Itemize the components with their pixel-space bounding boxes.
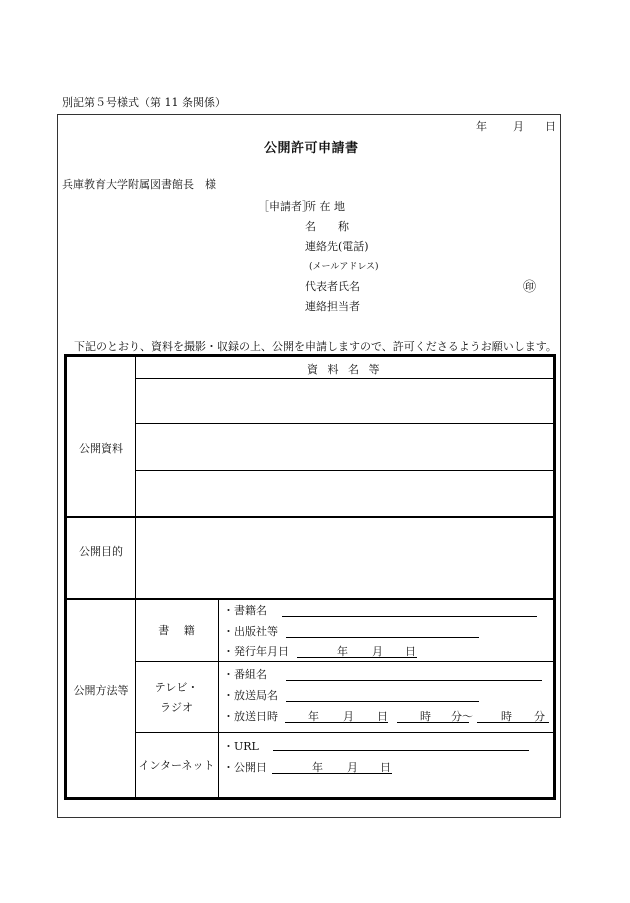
broadcast-date-underline[interactable]	[285, 722, 388, 723]
station-name-field: ・放送局名	[223, 689, 278, 702]
materials-row-line	[135, 470, 553, 471]
tv-radio-label-line1: テレビ・	[154, 681, 199, 694]
addressee: 兵庫教育大学附属図書館長 様	[62, 178, 216, 191]
method-top-line	[67, 598, 553, 600]
materials-header: 資 料 名 等	[307, 363, 383, 376]
books-bottom-line	[135, 661, 553, 662]
station-name-underline[interactable]	[286, 701, 479, 702]
email-label: (メールアドレス)	[309, 262, 379, 272]
form-reference: 別記第５号様式（第 11 条関係）	[62, 96, 226, 109]
tv-bottom-line	[135, 732, 553, 733]
publication-date-field: ・発行年月日	[223, 645, 289, 658]
bc-minute-to: 分～	[451, 710, 473, 723]
bc-month: 月	[343, 710, 354, 723]
bc-hour: 時	[420, 710, 431, 723]
purpose-label: 公開目的	[79, 545, 123, 558]
pubdate-month: 月	[347, 761, 358, 774]
seal-icon: ㊞	[523, 280, 537, 295]
publisher-field: ・出版社等	[223, 625, 278, 638]
pub-day: 日	[405, 645, 416, 658]
pubdate-year: 年	[312, 761, 323, 774]
book-title-underline[interactable]	[282, 616, 537, 617]
bc-minute2: 分	[534, 710, 545, 723]
bc-hour2: 時	[501, 710, 512, 723]
public-materials-label: 公開資料	[79, 442, 123, 455]
url-underline[interactable]	[273, 750, 529, 751]
person-in-charge-label: 連絡担当者	[305, 300, 360, 313]
contact-phone-label: 連絡先(電話)	[305, 240, 369, 253]
bc-year: 年	[308, 710, 319, 723]
broadcast-datetime-field: ・放送日時	[223, 710, 278, 723]
method-subcolumn-divider	[218, 599, 219, 797]
bc-day: 日	[377, 710, 388, 723]
internet-label: インターネット	[138, 759, 215, 772]
name-label: 名 称	[305, 220, 349, 233]
publish-date-field: ・公開日	[223, 761, 267, 774]
tv-radio-label-line2: ラジオ	[160, 701, 193, 714]
publisher-underline[interactable]	[286, 637, 479, 638]
pub-month: 月	[372, 645, 383, 658]
program-name-underline[interactable]	[286, 680, 542, 681]
pubdate-day: 日	[380, 761, 391, 774]
date-year: 年	[476, 120, 487, 133]
intro-text: 下記のとおり、資料を撮影・収録の上、公開を申請しますので、許可くださるようお願いします。	[74, 340, 557, 353]
form-title: 公開許可申請書	[264, 141, 359, 156]
materials-row-line	[135, 423, 553, 424]
date-month: 月	[513, 120, 524, 133]
publication-date-underline[interactable]	[297, 657, 417, 658]
address-label: 所 在 地	[305, 200, 345, 213]
book-title-field: ・書籍名	[223, 604, 267, 617]
application-table	[64, 354, 556, 800]
books-label: 書 籍	[158, 624, 195, 637]
representative-label: 代表者氏名	[305, 280, 360, 293]
materials-header-line	[135, 378, 553, 379]
pub-year: 年	[337, 645, 348, 658]
purpose-top-line	[67, 516, 553, 518]
date-day: 日	[545, 120, 556, 133]
publish-date-underline[interactable]	[272, 773, 392, 774]
method-label: 公開方法等	[73, 684, 129, 697]
url-field: ・URL	[223, 740, 259, 753]
applicant-bracket-label: ［申請者］	[258, 200, 313, 213]
program-name-field: ・番組名	[223, 668, 267, 681]
